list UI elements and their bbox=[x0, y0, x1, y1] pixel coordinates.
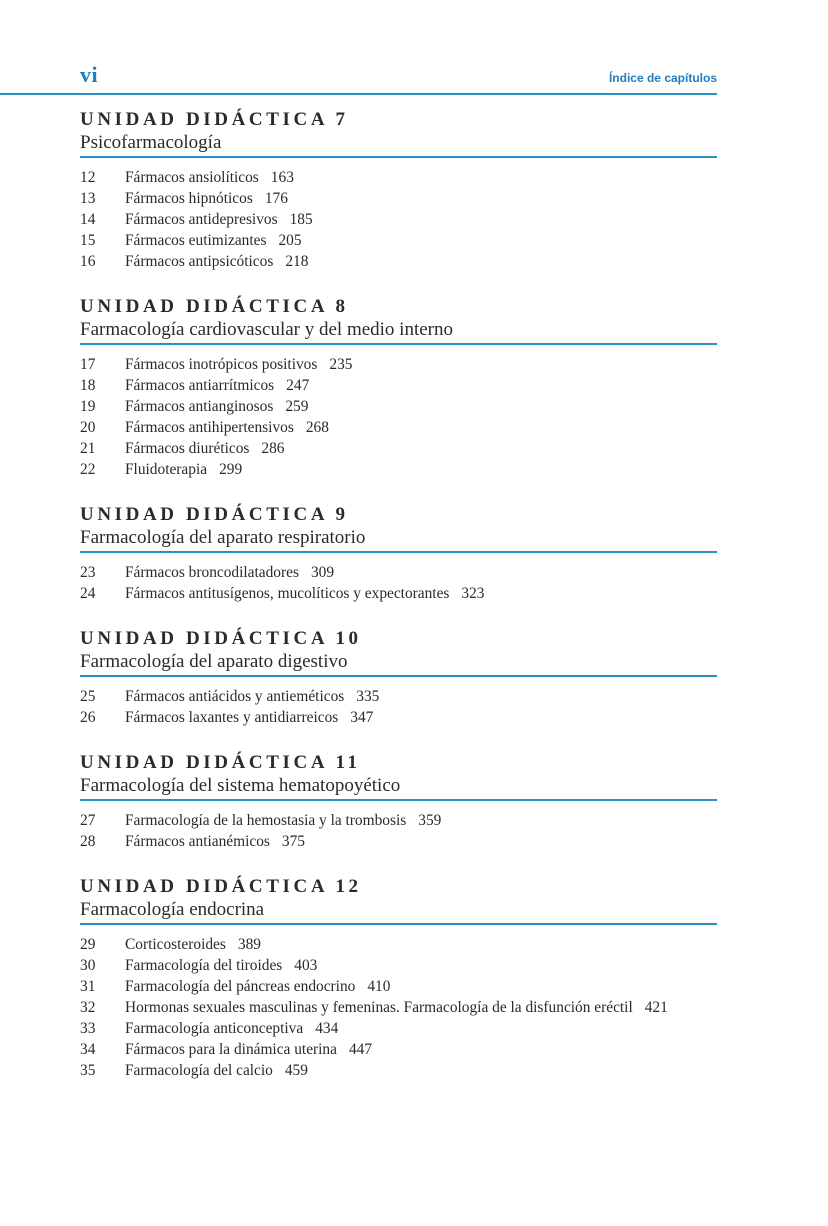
chapter-body bbox=[125, 417, 717, 438]
chapter-page: 205 bbox=[278, 232, 302, 249]
chapter-title: Fármacos antiarrítmicos bbox=[125, 377, 275, 394]
chapter-number: 35 bbox=[80, 1062, 96, 1079]
chapter-number: 32 bbox=[80, 999, 96, 1016]
chapter-entry[interactable] bbox=[80, 396, 717, 417]
page-header bbox=[0, 58, 717, 95]
unit-label: UNIDAD DIDÁCTICA 10 bbox=[80, 628, 362, 649]
running-title: Índice de capítulos bbox=[608, 71, 717, 85]
chapter-number: 26 bbox=[80, 709, 96, 726]
chapter-title: Fármacos antihipertensivos bbox=[125, 419, 294, 436]
chapter-page: 309 bbox=[310, 564, 335, 581]
chapter-number: 30 bbox=[80, 957, 96, 974]
chapter-entry[interactable] bbox=[80, 583, 717, 604]
unit-section bbox=[80, 295, 717, 480]
chapter-entry[interactable] bbox=[80, 1039, 717, 1060]
chapter-title: Fármacos ansiolíticos bbox=[125, 169, 259, 186]
chapter-entry[interactable] bbox=[80, 707, 717, 728]
chapter-body bbox=[125, 1060, 717, 1081]
chapter-title: Fármacos antidepresivos bbox=[125, 211, 278, 228]
chapter-entry[interactable] bbox=[80, 417, 717, 438]
chapter-body bbox=[125, 583, 717, 604]
chapter-body bbox=[125, 396, 717, 417]
chapter-page: 299 bbox=[219, 461, 243, 478]
chapter-title: Corticosteroides bbox=[125, 936, 226, 953]
chapter-body bbox=[125, 375, 717, 396]
chapter-entry[interactable] bbox=[80, 1018, 717, 1039]
chapter-title: Farmacología del páncreas endocrino bbox=[125, 978, 356, 995]
chapter-entry[interactable] bbox=[80, 230, 717, 251]
unit-title: Farmacología endocrina bbox=[80, 899, 717, 925]
chapter-page: 218 bbox=[285, 253, 309, 270]
chapter-body bbox=[125, 438, 717, 459]
chapter-number: 34 bbox=[80, 1041, 96, 1058]
chapter-entry[interactable] bbox=[80, 562, 717, 583]
chapter-entry[interactable] bbox=[80, 167, 717, 188]
chapter-page: 268 bbox=[305, 419, 329, 436]
chapter-page: 286 bbox=[261, 440, 285, 457]
chapter-number: 17 bbox=[80, 356, 96, 373]
chapter-entry[interactable] bbox=[80, 459, 717, 480]
chapter-title: Fármacos antianginosos bbox=[125, 398, 274, 415]
chapter-entry[interactable] bbox=[80, 997, 717, 1018]
page-number: vi bbox=[80, 62, 99, 87]
chapter-number: 18 bbox=[80, 377, 96, 394]
chapter-number: 21 bbox=[80, 440, 96, 457]
unit-label: UNIDAD DIDÁCTICA 12 bbox=[80, 876, 362, 897]
chapter-title: Fármacos antianémicos bbox=[125, 833, 270, 850]
chapter-number: 23 bbox=[80, 564, 96, 581]
unit-label: UNIDAD DIDÁCTICA 7 bbox=[80, 109, 349, 130]
chapter-page: 163 bbox=[270, 169, 294, 186]
unit-title: Farmacología del sistema hematopoyético bbox=[80, 775, 717, 801]
unit-label: UNIDAD DIDÁCTICA 11 bbox=[80, 752, 361, 773]
chapter-title: Fármacos broncodilatadores bbox=[125, 564, 299, 581]
chapter-page: 176 bbox=[264, 190, 288, 207]
chapter-body bbox=[125, 188, 717, 209]
chapter-number: 24 bbox=[80, 585, 96, 602]
chapter-title: Fármacos diuréticos bbox=[125, 440, 250, 457]
chapter-page: 185 bbox=[289, 211, 313, 228]
chapter-number: 16 bbox=[80, 253, 96, 270]
chapter-number: 29 bbox=[80, 936, 96, 953]
chapter-number: 20 bbox=[80, 419, 96, 436]
chapter-page: 247 bbox=[286, 377, 310, 394]
unit-title: Farmacología cardiovascular y del medio interno bbox=[80, 319, 717, 345]
chapter-body bbox=[125, 955, 717, 976]
unit-title: Farmacología del aparato respiratorio bbox=[80, 527, 717, 553]
chapter-title: Fármacos inotrópicos positivos bbox=[125, 356, 318, 373]
chapter-title: Fluidoterapia bbox=[125, 461, 208, 478]
chapter-page: 434 bbox=[315, 1020, 339, 1037]
chapter-number: 13 bbox=[80, 190, 96, 207]
chapter-entry[interactable] bbox=[80, 209, 717, 230]
chapter-page: 235 bbox=[329, 356, 353, 373]
chapter-number: 28 bbox=[80, 833, 96, 850]
chapter-body bbox=[125, 997, 717, 1018]
chapter-title: Farmacología de la hemostasia y la trombosis bbox=[125, 812, 407, 829]
chapter-number: 12 bbox=[80, 169, 96, 186]
chapter-entry[interactable] bbox=[80, 1060, 717, 1081]
chapter-body bbox=[125, 810, 717, 831]
chapter-entry[interactable] bbox=[80, 686, 717, 707]
chapter-page: 403 bbox=[294, 957, 318, 974]
chapter-title: Fármacos hipnóticos bbox=[125, 190, 253, 207]
unit-section bbox=[80, 627, 717, 728]
unit-section bbox=[80, 108, 717, 272]
chapter-page: 421 bbox=[644, 999, 668, 1016]
chapter-number: 19 bbox=[80, 398, 96, 415]
chapter-page: 347 bbox=[350, 709, 374, 726]
chapter-page: 375 bbox=[281, 833, 305, 850]
unit-section bbox=[80, 751, 717, 852]
unit-section bbox=[80, 503, 717, 604]
chapter-page: 335 bbox=[356, 688, 380, 705]
unit-title: Psicofarmacología bbox=[80, 132, 717, 158]
chapter-entry[interactable] bbox=[80, 976, 717, 997]
chapter-page: 389 bbox=[237, 936, 261, 953]
chapter-body bbox=[125, 707, 717, 728]
chapter-body bbox=[125, 167, 717, 188]
chapter-entry[interactable] bbox=[80, 354, 717, 375]
chapter-number: 14 bbox=[80, 211, 96, 228]
chapter-page: 447 bbox=[348, 1041, 373, 1058]
chapter-title: Fármacos antipsicóticos bbox=[125, 253, 274, 270]
chapter-page: 323 bbox=[461, 585, 485, 602]
chapter-body bbox=[125, 251, 717, 272]
chapter-number: 15 bbox=[80, 232, 96, 249]
chapter-body bbox=[125, 976, 717, 997]
chapter-body bbox=[125, 459, 717, 480]
chapter-entry[interactable] bbox=[80, 934, 717, 955]
chapter-body bbox=[125, 562, 717, 583]
chapter-title: Fármacos antitusígenos, mucolíticos y expectorantes bbox=[125, 585, 450, 602]
unit-label: UNIDAD DIDÁCTICA 8 bbox=[80, 296, 349, 317]
chapter-entry[interactable] bbox=[80, 251, 717, 272]
chapter-body bbox=[125, 831, 717, 852]
chapter-title: Hormonas sexuales masculinas y femeninas. Farmacología de la disfunción eréctil bbox=[125, 999, 633, 1016]
chapter-entry[interactable] bbox=[80, 955, 717, 976]
table-of-contents bbox=[80, 108, 717, 1104]
chapter-number: 25 bbox=[80, 688, 96, 705]
chapter-title: Farmacología anticonceptiva bbox=[125, 1020, 304, 1037]
chapter-page: 410 bbox=[367, 978, 391, 995]
chapter-title: Farmacología del tiroides bbox=[125, 957, 283, 974]
chapter-page: 259 bbox=[285, 398, 309, 415]
chapter-number: 27 bbox=[80, 812, 96, 829]
chapter-title: Fármacos para la dinámica uterina bbox=[125, 1041, 337, 1058]
chapter-body bbox=[125, 230, 717, 251]
chapter-number: 22 bbox=[80, 461, 96, 478]
chapter-entry[interactable] bbox=[80, 810, 717, 831]
chapter-body bbox=[125, 934, 717, 955]
chapter-body bbox=[125, 354, 717, 375]
chapter-number: 31 bbox=[80, 978, 96, 995]
chapter-body bbox=[125, 686, 717, 707]
chapter-entry[interactable] bbox=[80, 375, 717, 396]
chapter-page: 459 bbox=[284, 1062, 308, 1079]
chapter-number: 33 bbox=[80, 1020, 96, 1037]
unit-section bbox=[80, 875, 717, 1081]
chapter-entry[interactable] bbox=[80, 188, 717, 209]
chapter-body bbox=[125, 1039, 717, 1060]
chapter-title: Fármacos eutimizantes bbox=[125, 232, 267, 249]
unit-title: Farmacología del aparato digestivo bbox=[80, 651, 717, 677]
chapter-title: Farmacología del calcio bbox=[125, 1062, 273, 1079]
chapter-body bbox=[125, 1018, 717, 1039]
chapter-entry[interactable] bbox=[80, 831, 717, 852]
chapter-title: Fármacos laxantes y antidiarreicos bbox=[125, 709, 339, 726]
chapter-body bbox=[125, 209, 717, 230]
unit-label: UNIDAD DIDÁCTICA 9 bbox=[80, 504, 349, 525]
chapter-page: 359 bbox=[418, 812, 442, 829]
chapter-title: Fármacos antiácidos y antieméticos bbox=[125, 688, 345, 705]
chapter-entry[interactable] bbox=[80, 438, 717, 459]
